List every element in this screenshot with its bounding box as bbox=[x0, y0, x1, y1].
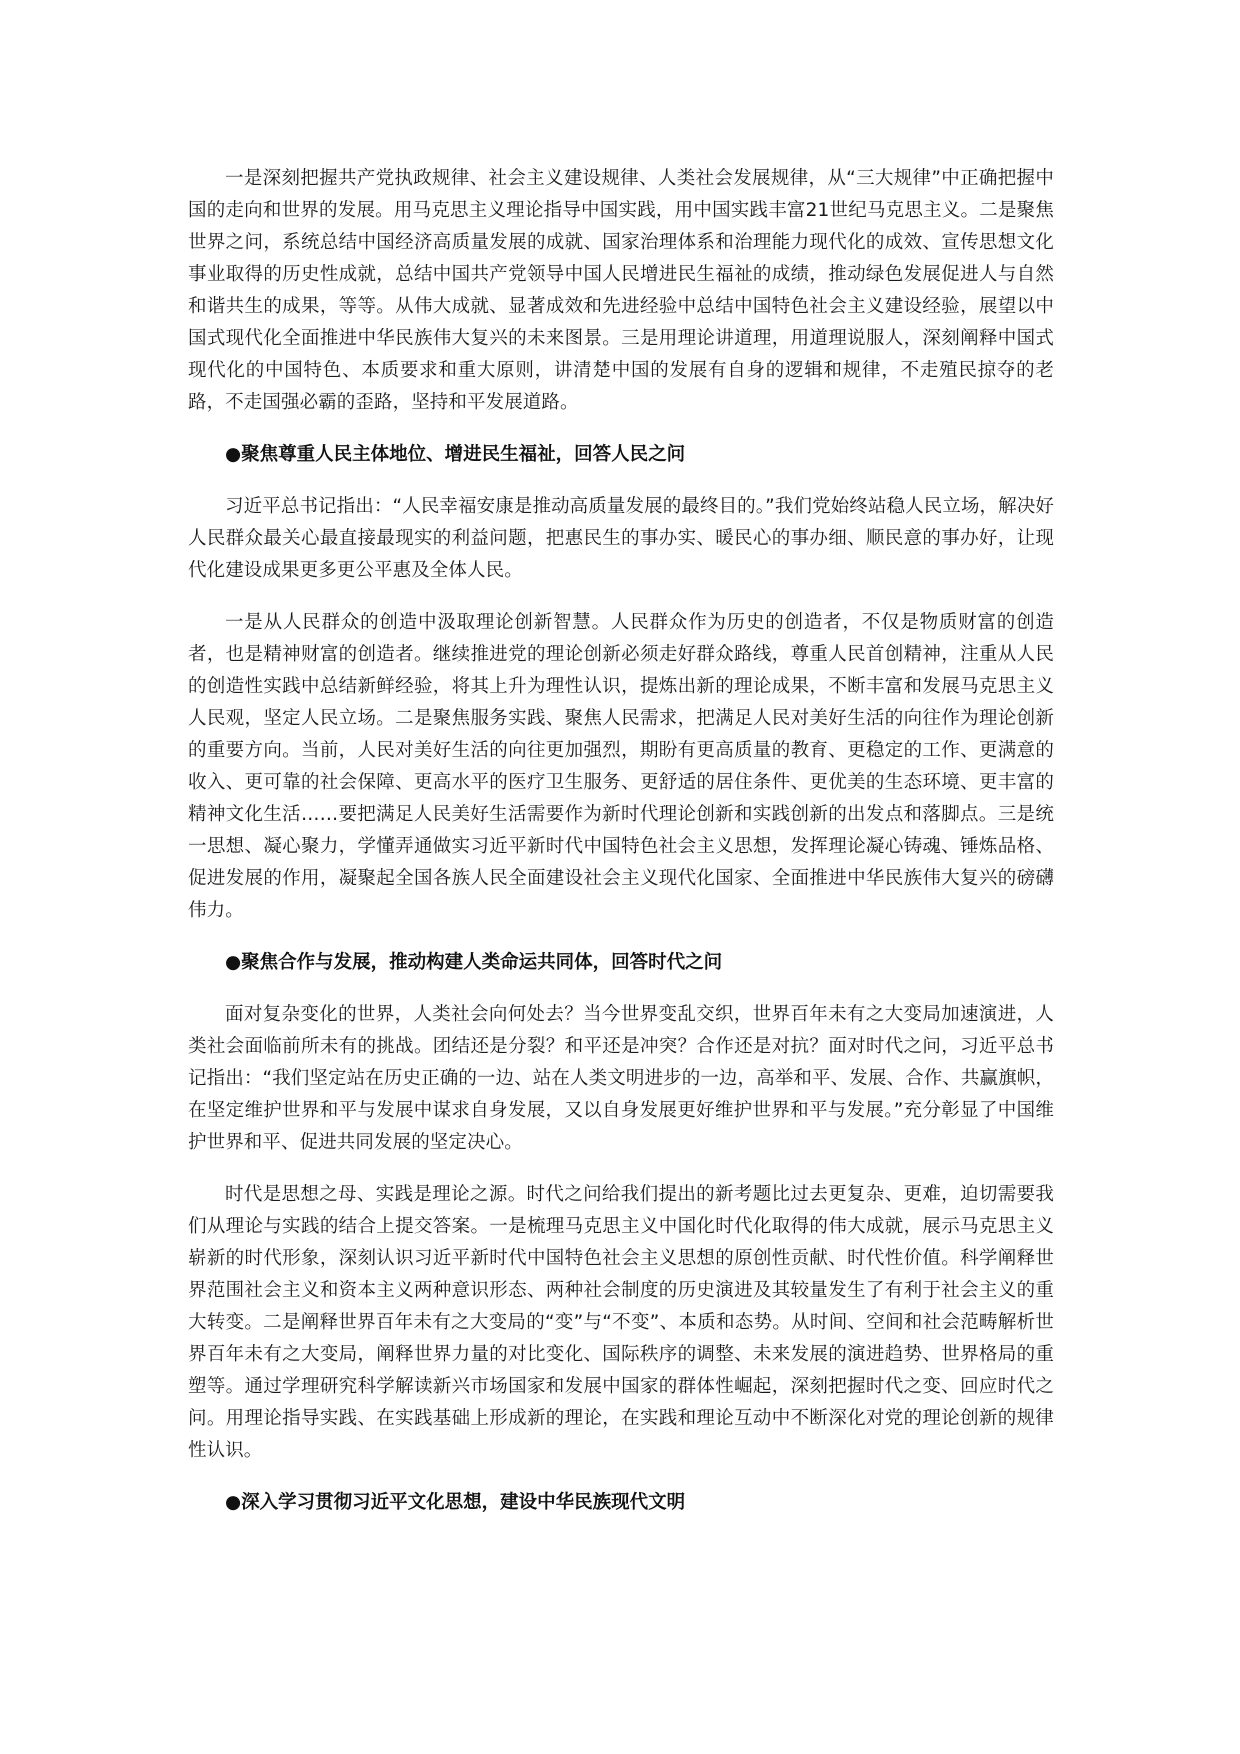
section-heading: ●深入学习贯彻习近平文化思想，建设中华民族现代文明 bbox=[225, 1492, 686, 1513]
body-paragraph: 面对复杂变化的世界，人类社会向何处去？当今世界变乱交织，世界百年未有之大变局加速演进，人类社会面临前所未有的挑战。团结还是分裂？和平还是冲突？合作还是对抗？面对时代之问，习近平总书记指出：“我们坚定站在历史正确的一边、站在人类文明进步的一边，高举和平、发展、合作、共赢旗帜，在坚定维护世界和平与发展中谋求自身发展，又以自身发展更好维护世界和平与发展。”充分彰显了中国维护世界和平、促进共同发展的坚定决心。 bbox=[188, 1004, 1054, 1153]
section-heading: ●聚焦尊重人民主体地位、增进民生福祉，回答人民之问 bbox=[225, 444, 686, 465]
body-paragraph: 时代是思想之母、实践是理论之源。时代之问给我们提出的新考题比过去更复杂、更难，迫切需要我们从理论与实践的结合上提交答案。一是梳理马克思主义中国化时代化取得的伟大成就，展示马克思主义崭新的时代形象，深刻认识习近平新时代中国特色社会主义思想的原创性贡献、时代性价值。科学阐释世界范围社会主义和资本主义两种意识形态、两种社会制度的历史演进及其较量发生了有利于社会主义的重大转变。二是阐释世界百年未有之大变局的“变”与“不变”、本质和态势。从时间、空间和社会范畴解析世界百年未有之大变局，阐释世界力量的对比变化、国际秩序的调整、未来发展的演进趋势、世界格局的重塑等。通过学理研究科学解读新兴市场国家和发展中国家的群体性崛起，深刻把握时代之变、回应时代之问。用理论指导实践、在实践基础上形成新的理论，在实践和理论互动中不断深化对党的理论创新的规律性认识。 bbox=[188, 1184, 1054, 1461]
body-paragraph: 习近平总书记指出：“人民幸福安康是推动高质量发展的最终目的。”我们党始终站稳人民立场，解决好人民群众最关心最直接最现实的利益问题，把惠民生的事办实、暖民心的事办细、顺民意的事办好，让现代化建设成果更多更公平惠及全体人民。 bbox=[188, 496, 1054, 581]
section-heading: ●聚焦合作与发展，推动构建人类命运共同体，回答时代之问 bbox=[225, 952, 723, 973]
body-paragraph: 一是从人民群众的创造中汲取理论创新智慧。人民群众作为历史的创造者，不仅是物质财富的创造者，也是精神财富的创造者。继续推进党的理论创新必须走好群众路线，尊重人民首创精神，注重从人民的创造性实践中总结新鲜经验，将其上升为理性认识，提炼出新的理论成果，不断丰富和发展马克思主义人民观，坚定人民立场。二是聚焦服务实践、聚焦人民需求，把满足人民对美好生活的向往作为理论创新的重要方向。当前，人民对美好生活的向往更加强烈，期盼有更高质量的教育、更稳定的工作、更满意的收入、更可靠的社会保障、更高水平的医疗卫生服务、更舒适的居住条件、更优美的生态环境、更丰富的精神文化生活……要把满足人民美好生活需要作为新时代理论创新和实践创新的出发点和落脚点。三是统一思想、凝心聚力，学懂弄通做实习近平新时代中国特色社会主义思想，发挥理论凝心铸魂、锤炼品格、促进发展的作用，凝聚起全国各族人民全面建设社会主义现代化国家、全面推进中华民族伟大复兴的磅礴伟力。 bbox=[188, 612, 1054, 921]
body-paragraph: 一是深刻把握共产党执政规律、社会主义建设规律、人类社会发展规律，从“三大规律”中正确把握中国的走向和世界的发展。用马克思主义理论指导中国实践，用中国实践丰富21世纪马克思主义。二是聚焦世界之问，系统总结中国经济高质量发展的成就、国家治理体系和治理能力现代化的成效、宣传思想文化事业取得的历史性成就，总结中国共产党领导中国人民增进民生福祉的成绩，推动绿色发展促进人与自然和谐共生的成果，等等。从伟大成就、显著成效和先进经验中总结中国特色社会主义建设经验，展望以中国式现代化全面推进中华民族伟大复兴的未来图景。三是用理论讲道理，用道理说服人，深刻阐释中国式现代化的中国特色、本质要求和重大原则，讲清楚中国的发展有自身的逻辑和规律，不走殖民掠夺的老路，不走国强必霸的歪路，坚持和平发展道路。 bbox=[188, 168, 1054, 413]
document-body bbox=[188, 163, 1054, 1519]
